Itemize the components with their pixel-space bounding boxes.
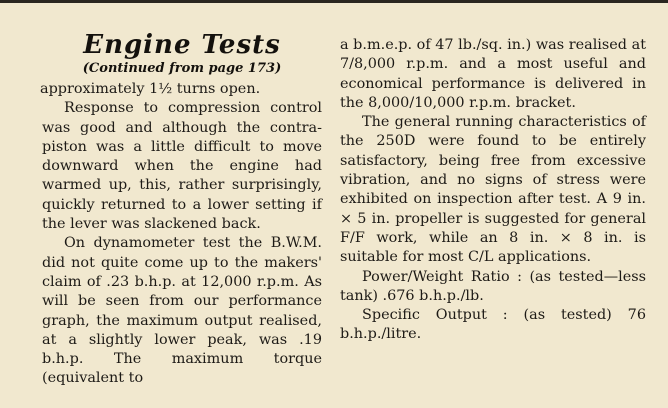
paragraph: a b.m.e.p. of 47 lb./sq. in.) was realised at 7/8,000 r.p.m. and a most useful and economical performance is delivered in the 8,000/10,000 r.p.m. bracket.: [340, 37, 646, 111]
paragraph: Power/Weight Ratio : (as tested—less tank) .676 b.h.p./lb.: [340, 268, 646, 304]
heading-block: [42, 30, 322, 78]
top-rule: [0, 0, 668, 3]
paragraph: Specific Output : (as tested) 76 b.h.p./litre.: [340, 307, 646, 343]
article-subtitle: (Continued from page 173): [82, 61, 282, 76]
right-column: [340, 36, 646, 345]
left-column: [42, 30, 322, 389]
paragraph: The general running characteristics of the 250D were found to be entirely satisfactory, being free from excessive vibration, and no signs of stress were exhibited on inspection after test. A 9 in. × 5 in. propeller is suggested for general F/F work, while an 8 in. × 8 in. is suitable for most C/L applications.: [340, 114, 646, 266]
article-title: Engine Tests: [83, 30, 281, 60]
paragraph: Response to compression control was good and although the contra-piston was a little difficult to move downward when the engine had warmed up, this, rather surprisingly, quickly returned to a lower setting if the lever was slackened back.: [42, 100, 322, 233]
paragraph: approximately 1½ turns open.: [40, 81, 261, 97]
paragraph: On dynamometer test the B.W.M. did not quite come up to the makers' claim of .23 b.h.p. at 12,000 r.p.m. As will be seen from our performance graph, the maximum output realised, at a slightly lower peak, was .19 b.h.p. The maximum torque (equivalent to: [42, 235, 322, 387]
